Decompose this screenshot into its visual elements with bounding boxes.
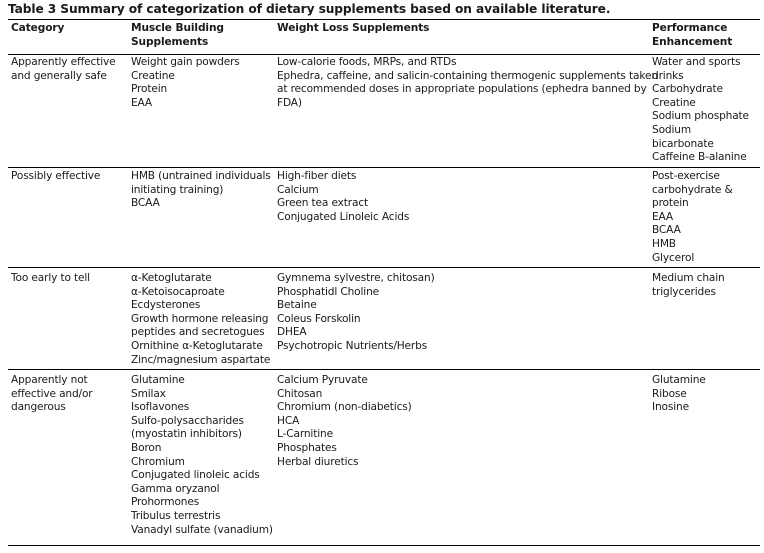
cell-line: Calcium [277,183,319,196]
cell-line: Protein [131,83,168,96]
cell-line: Coleus Forskolin [277,312,361,325]
header-category [11,22,124,36]
cell-line: at recommended doses in appropriate populations (ephedra banned by [277,83,647,96]
header-line: Enhancement [652,35,733,48]
cell-line: EAA [131,96,153,109]
cell-line: Glutamine [652,374,706,386]
cell-line: Ephedra, caffeine, and salicin-containing thermogenic supplements taken [277,69,658,82]
cell-line: BCAA [652,224,681,237]
header-performance [652,22,760,49]
cell-line: Caffeine B-alanine [652,151,747,164]
cell-line: Vanadyl sulfate (vanadium) [131,523,273,536]
row-4-weight-loss [277,374,647,469]
cell-line: Chitosan [277,387,323,400]
cell-line: Calcium Pyruvate [277,374,368,386]
row-divider [8,167,760,168]
cell-line: HCA [277,414,300,427]
cell-line: Boron [131,441,162,454]
cell-line: bicarbonate [652,137,714,150]
row-3-muscle [131,272,271,367]
cell-line: Sulfo-polysaccharides [131,414,244,427]
cell-line: Inosine [652,401,689,414]
cell-line: Glycerol [652,251,695,264]
cell-line: Ornithine α-Ketoglutarate [131,339,263,352]
cell-line: protein [652,197,689,210]
cell-line: dangerous [11,401,66,414]
row-3-performance [652,272,760,299]
cell-line: Water and sports [652,56,741,68]
cell-line: Chromium (non-diabetics) [277,401,412,414]
row-3-category [11,272,124,286]
cell-line: Creatine [131,69,175,82]
header-line: Category [11,22,65,34]
row-1-category [11,56,124,83]
cell-line: Apparently effective [11,56,116,68]
cell-line: initiating training) [131,183,224,196]
cell-line: Possibly effective [11,170,101,182]
cell-line: Phosphates [277,441,337,454]
header-line: Muscle Building [131,22,224,34]
cell-line: Weight gain powders [131,56,240,68]
header-line: Weight Loss Supplements [277,22,430,34]
cell-line: Phosphatidl Choline [277,285,380,298]
cell-line: Post-exercise [652,170,720,182]
cell-line: Psychotropic Nutrients/Herbs [277,339,428,352]
row-divider [8,267,760,268]
row-2-performance [652,170,760,265]
row-4-performance [652,374,760,415]
header-muscle-building [131,22,271,49]
cell-line: Green tea extract [277,197,369,210]
header-line: Performance [652,22,728,34]
cell-line: Gymnema sylvestre, chitosan) [277,272,435,284]
cell-line: L-Carnitine [277,428,333,441]
cell-line: FDA) [277,96,302,109]
top-rule [8,19,760,20]
cell-line: Medium chain [652,272,725,284]
cell-line: HMB [652,237,676,250]
row-2-muscle [131,170,271,211]
cell-line: Zinc/magnesium aspartate [131,353,271,366]
cell-line: Smilax [131,387,166,400]
cell-line: and generally safe [11,69,107,82]
cell-line: Chromium [131,455,185,468]
cell-line: DHEA [277,326,307,339]
cell-line: drinks [652,69,684,82]
row-1-performance [652,56,760,165]
table-title: Table 3 Summary of categorization of dietary supplements based on available literature. [8,2,611,16]
row-2-weight-loss [277,170,647,224]
row-3-weight-loss [277,272,647,354]
cell-line: triglycerides [652,285,716,298]
bottom-rule [8,545,760,546]
header-line: Supplements [131,35,209,48]
cell-line: Tribulus terrestris [131,509,221,522]
row-4-muscle [131,374,271,537]
cell-line: Ribose [652,387,687,400]
cell-line: Conjugated Linoleic Acids [277,210,410,223]
cell-line: Isoflavones [131,401,190,414]
cell-line: Betaine [277,299,317,312]
cell-line: Ecdysterones [131,299,201,312]
cell-line: carbohydrate & [652,183,733,196]
cell-line: α-Ketoisocaproate [131,285,225,298]
cell-line: Low-calorie foods, MRPs, and RTDs [277,56,457,68]
cell-line: Apparently not [11,374,88,386]
cell-line: HMB (untrained individuals [131,170,271,182]
cell-line: Too early to tell [11,272,90,284]
cell-line: α-Ketoglutarate [131,272,212,284]
cell-line: Herbal diuretics [277,455,359,468]
cell-line: Prohormones [131,496,200,509]
cell-line: EAA [652,210,674,223]
cell-line: Glutamine [131,374,185,386]
row-4-category [11,374,124,415]
cell-line: High-fiber diets [277,170,357,182]
cell-line: BCAA [131,197,160,210]
cell-line: Sodium phosphate [652,110,749,123]
cell-line: Creatine [652,96,696,109]
cell-line: Carbohydrate [652,83,723,96]
cell-line: peptides and secretogues [131,326,265,339]
cell-line: Growth hormone releasing [131,312,269,325]
row-divider [8,369,760,370]
row-1-muscle [131,56,271,110]
row-2-category [11,170,124,184]
row-1-weight-loss [277,56,658,110]
cell-line: Sodium [652,123,692,136]
cell-line: Conjugated linoleic acids [131,469,260,482]
header-weight-loss [277,22,647,36]
cell-line: (myostatin inhibitors) [131,428,242,441]
header-rule [8,54,760,55]
cell-line: Gamma oryzanol [131,482,220,495]
cell-line: effective and/or [11,387,93,400]
